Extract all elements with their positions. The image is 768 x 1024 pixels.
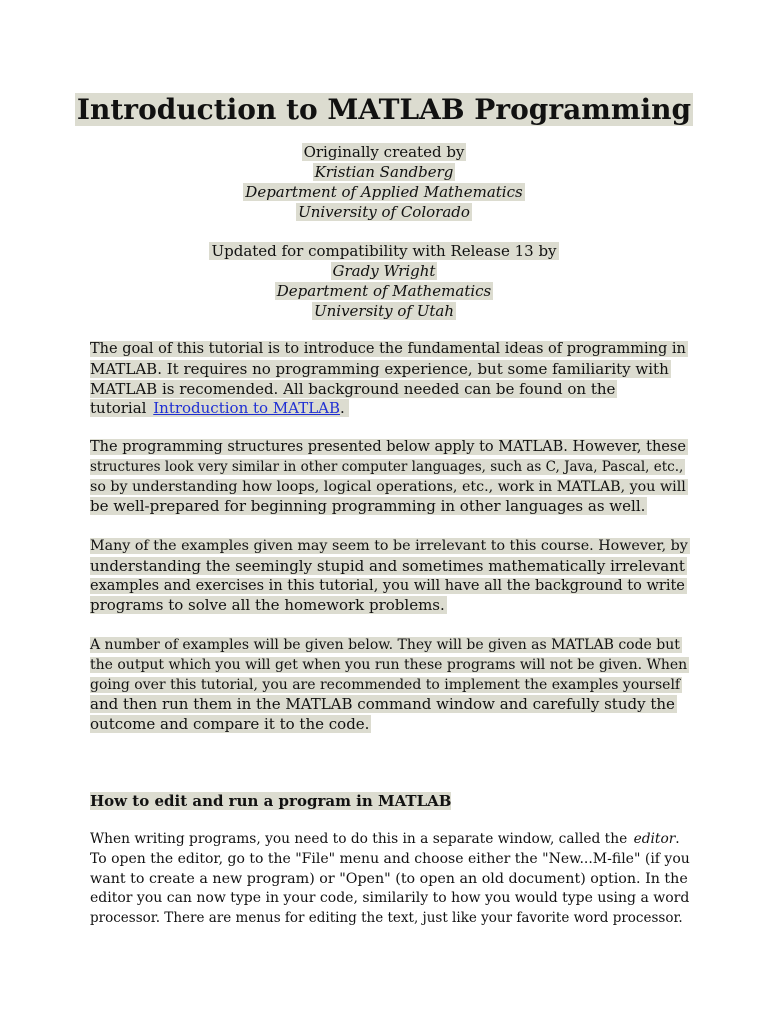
credit-update-department: Department of Mathematics bbox=[276, 282, 492, 300]
credit-update-university: University of Utah bbox=[313, 302, 454, 320]
credit-original-department: Department of Applied Mathematics bbox=[245, 183, 523, 201]
credit-original-line: Originally created by bbox=[303, 143, 465, 161]
update-credits bbox=[0, 241, 768, 321]
original-credits bbox=[0, 142, 768, 222]
paragraph-code-examples: A number of examples will be given below. They will be given as MATLAB code but the output which you will get when you run these programs will not be given. When going over this tutorial, you are recommended to implement the examples yourself and then run them in the MATLAB command window and carefully study the outcome and compare it to the code. bbox=[90, 637, 688, 734]
page-title: Introduction to MATLAB Programming bbox=[76, 93, 692, 126]
credit-original-university: University of Colorado bbox=[298, 203, 470, 221]
credit-update-line: Updated for compatibility with Release 13 by bbox=[211, 242, 557, 260]
paragraph-structures: The programming structures presented below apply to MATLAB. However, these structures look very similar in other computer languages, such as C, Java, Pascal, etc., so by understanding how loops, logical operations, etc., work in MATLAB, you will be well-prepared for beginning programming in other languages as well. bbox=[90, 439, 686, 516]
introduction-to-matlab-link[interactable]: Introduction to MATLAB bbox=[153, 399, 341, 418]
paragraph-goal: The goal of this tutorial is to introduce the fundamental ideas of programming in MATLAB. It requires no programming experience, but some familiarity with MATLAB is recomended. All background needed can be found on the tutorial Introduction to MATLAB. bbox=[90, 341, 686, 418]
credit-update-author: Grady Wright bbox=[332, 262, 436, 280]
editor-term: editor bbox=[633, 831, 676, 847]
paragraph-examples: Many of the examples given may seem to be irrelevant to this course. However, by understanding the seemingly stupid and sometimes mathematically irrelevant examples and exercises in this tutorial, you will have all the background to write programs to solve all the homework problems. bbox=[90, 538, 688, 615]
credit-original-author: Kristian Sandberg bbox=[314, 163, 454, 181]
section-heading: How to edit and run a program in MATLAB bbox=[90, 792, 452, 810]
paragraph-editor: When writing programs, you need to do this in a separate window, called the editor. To open the editor, go to the "File" menu and choose either the "New...M-file" (if you want to create a new program) or "Open" (to open an old document) option. In the editor you can now type in your code, similarily to how you would type using a word processor. There are menus for editing the text, just like your favorite word processor. bbox=[90, 831, 690, 927]
